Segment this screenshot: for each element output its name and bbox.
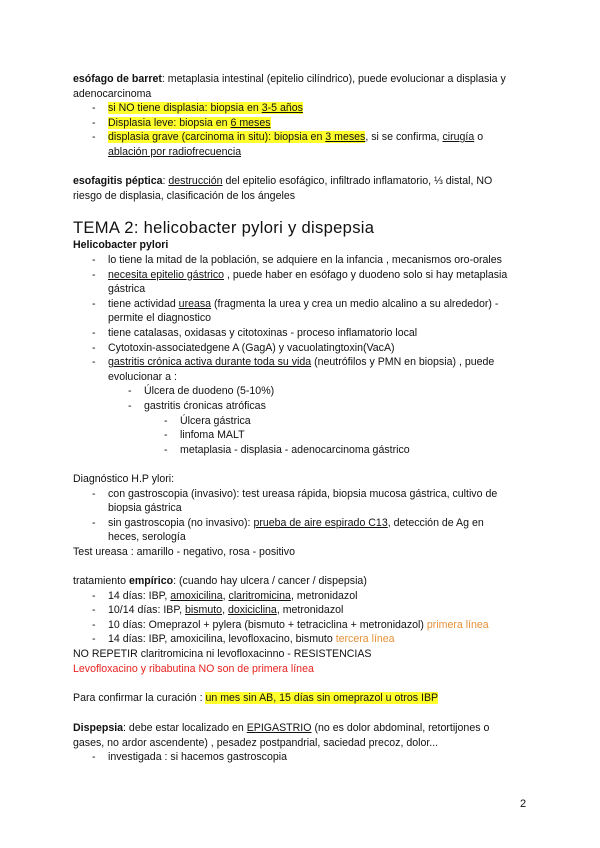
barret-bullet-2 [108, 116, 271, 131]
diag-item-2-breath-test: prueba de aire espirado C13 [253, 516, 388, 529]
hp-item-3-text: tiene actividad [108, 297, 179, 310]
dispepsia-title: Dispepsia [73, 722, 124, 734]
tx-r2-sep: , [222, 604, 228, 617]
list-dash: - [164, 414, 168, 427]
list-dash: - [92, 327, 96, 339]
list-dash: - [92, 341, 96, 354]
esofagitis-title: esofagitis péptica [73, 175, 163, 187]
tratamiento-title [73, 574, 533, 589]
esofagitis-destruccion: destrucción [168, 175, 223, 187]
barret-b3-months: 3 meses [325, 131, 366, 144]
list-dash: - [92, 102, 96, 114]
list-dash: - [128, 400, 132, 412]
tx-r1-claritromicina: claritromicina [228, 589, 291, 602]
list-dash: - [92, 618, 96, 631]
hp-subsub-2: linfoma MALT [180, 429, 245, 442]
hp-subsub-1: Úlcera gástrica [180, 414, 251, 427]
diag-item-2-line2: heces, serología [108, 531, 186, 544]
tx-regimen-4 [108, 632, 395, 647]
list-dash: - [92, 589, 96, 602]
tratamiento-empirico: empírico [128, 575, 174, 587]
list-dash: - [92, 633, 96, 646]
diag-item-2 [108, 516, 484, 531]
tx-r2-text: 10/14 días: IBP, [108, 604, 185, 617]
dispepsia-epigastrio: EPIGASTRIO [246, 722, 312, 734]
barret-bullet-1 [108, 101, 303, 116]
hp-item-6 [108, 355, 494, 370]
test-ureasa: Test ureasa : amarillo - negativo, rosa - positivo [73, 546, 295, 558]
tratamiento-pre: tratamiento [73, 575, 129, 587]
no-repetir: NO REPETIR claritromicina ni levofloxacinno - RESISTENCIAS [73, 648, 372, 660]
list-dash: - [92, 516, 96, 529]
tx-r2-doxiciclina: doxiciclina [227, 604, 277, 617]
tx-regimen-1 [108, 589, 357, 604]
esofagitis-line2: riesgo de displasia, clasificación de los ángeles [73, 189, 296, 202]
hp-item-3-rest: (fragmenta la urea y crea un medio alcalino a su alrededor) - [211, 297, 499, 310]
tx-regimen-2 [108, 603, 343, 618]
esofagitis-rest: del epitelio esofágico, infiltrado inflamatorio, ⅓ distal, NO [222, 175, 493, 187]
diag-item-1-line2: biopsia gástrica [108, 502, 182, 515]
barret-b1-years: 3-5 años [261, 102, 303, 114]
curacion-pre: Para confirmar la curación : [73, 692, 206, 704]
hp-item-3-ureasa: ureasa [178, 297, 212, 310]
hp-item-2 [108, 268, 507, 283]
barret-b1-text: si NO tiene displasia: biopsia en [108, 102, 262, 114]
page-number: 2 [520, 798, 527, 810]
barret-b3-or: o [474, 131, 484, 144]
tx-r3-primera-linea: primera línea [426, 618, 489, 631]
barret-title: esófago de barret [73, 73, 162, 85]
list-dash: - [92, 356, 96, 369]
diag-item-2-text: sin gastroscopia (no invasivo): [108, 516, 254, 529]
tx-r4-text: 14 días: IBP, amoxicilina, levofloxacino, bismuto [108, 633, 336, 646]
hp-item-3-line2: permite el diagnostico [108, 312, 212, 325]
tx-regimen-3 [108, 618, 489, 633]
tratamiento-rest: : (cuando hay ulcera / cancer / dispepsia) [173, 575, 367, 587]
esofagitis-line1 [73, 174, 533, 189]
barret-b2-months: 6 meses [230, 116, 271, 129]
list-dash: - [92, 268, 96, 281]
list-dash: - [92, 131, 96, 144]
section-heading: TEMA 2: helicobacter pylori y dispepsia [73, 218, 375, 237]
list-dash: - [92, 751, 96, 764]
diag-item-2-rest: , detección de Ag en [387, 516, 484, 529]
dispepsia-item-1: investigada : si hacemos gastroscopia [108, 751, 288, 764]
barret-b3-surgery: cirugía [442, 131, 475, 144]
list-dash: - [92, 254, 96, 266]
tx-r3-text: 10 días: Omeprazol + pylera (bismuto + tetraciclina + metronidazol) [108, 618, 427, 631]
esofagitis-sep: : [162, 175, 169, 187]
dispepsia-line2: gases, no ardor ascendente) , pesadez postpandrial, saciedad precoz, dolor... [73, 736, 439, 749]
list-dash: - [92, 604, 96, 617]
curacion-line [73, 691, 533, 706]
hp-item-1: lo tiene la mitad de la población, se adquiere en la infancia , mecanismos oro-orales [108, 254, 502, 266]
list-dash: - [164, 443, 168, 456]
hp-sub-2: gastritis ćronicas atróficas [144, 400, 266, 412]
list-dash: - [92, 297, 96, 310]
barret-intro-text: : metaplasia intestinal (epitelio cilíndrico), puede evolucionar a displasia y [161, 73, 506, 85]
helicobacter-subheading: Helicobacter pylori [73, 239, 169, 251]
hp-item-2-rest: , puede haber en esófago y duodeno solo si hay metaplasia [224, 268, 508, 281]
dispepsia-line1 [73, 721, 533, 736]
diagnostico-title: Diagnóstico H.P ylori: [73, 473, 175, 485]
barret-intro-line2: adenocarcinoma [73, 87, 152, 100]
barret-b3-text: displasia grave (carcinoma in situ): biopsia en [108, 131, 326, 144]
hp-item-6-underlined: gastritis crónica activa durante toda su vida [108, 356, 312, 369]
dispepsia-b: (no es dolor abdominal, retortijones o [311, 722, 490, 734]
barret-intro [73, 72, 533, 87]
diag-item-1: con gastroscopia (invasivo): test ureasa rápida, biopsia mucosa gástrica, cultivo de [108, 487, 498, 500]
barret-b2-text: Displasia leve: biopsia en [108, 116, 231, 129]
tx-r1-sep: , [222, 589, 229, 602]
hp-sub-1: Úlcera de duodeno (5-10%) [144, 385, 275, 398]
hp-subsub-3: metaplasia - displasia - adenocarcinoma gástrico [180, 443, 410, 456]
curacion-highlight: un mes sin AB, 15 días sin omeprazol u otros IBP [205, 692, 439, 704]
list-dash: - [164, 429, 168, 442]
hp-item-3 [108, 297, 498, 312]
barret-b3-confirm: , si se confirma, [365, 131, 443, 144]
tx-r2-rest: , metronidazol [276, 604, 344, 617]
tx-r4-tercera-linea: tercera línea [335, 633, 395, 646]
tx-r1-amoxicilina: amoxicilina [170, 589, 223, 602]
list-dash: - [128, 385, 132, 398]
barret-b3-line2: ablación por radiofrecuencia [108, 145, 242, 158]
levofloxacino-warning: Levofloxacino y ribabutina NO son de primera línea [73, 662, 314, 675]
dispepsia-a: : debe estar localizado en [123, 722, 247, 734]
tx-r1-rest: , metronidazol [290, 589, 358, 602]
tx-r1-text: 14 días: IBP, [108, 589, 171, 602]
tx-r2-bismuto: bismuto [184, 604, 223, 617]
hp-item-2-line2: gástrica [108, 283, 146, 296]
hp-item-4: tiene catalasas, oxidasas y citotoxinas - proceso inflamatorio local [108, 327, 418, 339]
list-dash: - [92, 116, 96, 129]
hp-item-6-line2: evolucionar a : [108, 370, 177, 383]
barret-bullet-3 [108, 130, 483, 145]
hp-item-2-underlined: necesita epitelio gástrico [108, 268, 225, 281]
hp-item-5: Cytotoxin-associatedgene A (GagA) y vacuolatingtoxin(VacA) [108, 341, 395, 354]
hp-item-6-rest: (neutrófilos y PMN en biopsia) , puede [311, 356, 495, 369]
list-dash: - [92, 487, 96, 500]
